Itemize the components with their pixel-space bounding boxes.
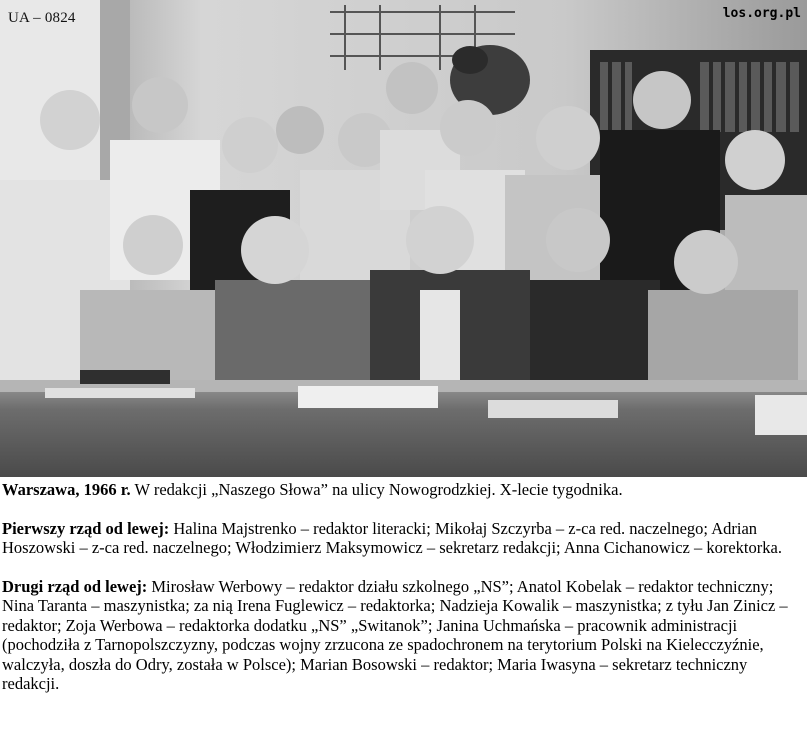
caption-first-row — [2, 519, 805, 558]
caption-heading-text: W redakcji „Naszego Słowa” na ulicy Nowogrodzkiej. X-lecie tygodnika. — [130, 480, 623, 499]
caption-second-row-label: Drugi rząd od lewej: — [2, 576, 148, 596]
archive-id: UA – 0824 — [8, 10, 76, 26]
caption-heading-label: Warszawa, 1966 r. — [2, 480, 131, 499]
caption-heading — [2, 480, 805, 500]
caption-first-row-label: Pierwszy rząd od lewej: — [2, 518, 170, 538]
caption-second-row-text: Mirosław Werbowy – redaktor działu szkolnego „NS”; Anatol Kobelak – redaktor techniczny; Nina Taranta – maszynistka; za nią Irena Fuglewicz – redaktorka; Nadzieja Kowalik – maszynistka; z tyłu Jan Zinicz – redaktor; Zoja Werbowa – redaktorka dodatku „NS” „Switanok”; Janina Uchmańska – pracownik administracji (pochodziła z Tarnopolszczyzny, podczas wojny zrzucona ze spadochronem na terytorium Polski na Kielecczyźnie, walczyła, doszła do Odry, została w Polsce); Marian Bosowski – redaktor; Maria Iwasyna – sekretarz techniczny redakcji. — [2, 576, 788, 693]
site-label: los.org.pl — [722, 6, 801, 21]
caption-first-row-text: Halina Majstrenko – redaktor literacki; Mikołaj Szczyrba – z-ca red. naczelnego; Adrian Hoszowski – z-ca red. naczelnego; Włodzimierz Maksymowicz – sekretarz redakcji; Anna Cichanowicz – korektorka. — [2, 518, 782, 557]
caption — [0, 480, 807, 713]
caption-second-row — [2, 577, 805, 694]
